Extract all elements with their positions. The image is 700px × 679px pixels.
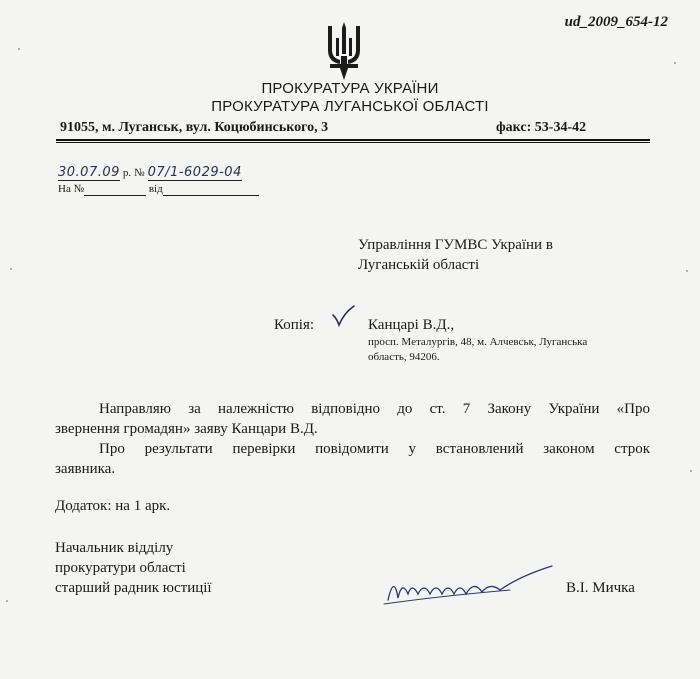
paragraph-1-line-2: звернення громадян» заяву Канцари В.Д. bbox=[55, 421, 318, 437]
body-paragraph-2 bbox=[55, 439, 650, 479]
scan-speck bbox=[674, 62, 676, 64]
copy-label: Копія: bbox=[274, 317, 315, 333]
number-prefix: № bbox=[134, 167, 145, 179]
copy-address-line-1: просп. Металургів, 48, м. Алчевськ, Луганська bbox=[368, 336, 588, 348]
paragraph-2-line-1: Про результати перевірки повідомити у встановлений законом строк bbox=[99, 441, 650, 457]
handwritten-date: 30.07.09 bbox=[58, 165, 120, 180]
paragraph-2-line-2: заявника. bbox=[55, 461, 116, 477]
scan-speck bbox=[6, 600, 8, 602]
signer-title-line-1: Начальник відділу bbox=[55, 540, 174, 556]
org-line-1: ПРОКУРАТУРА УКРАЇНИ bbox=[261, 80, 439, 97]
signer-name: В.І. Мичка bbox=[566, 580, 635, 596]
attachment-note: Додаток: на 1 арк. bbox=[55, 498, 171, 514]
copy-address-line-2: область, 94206. bbox=[368, 351, 440, 363]
recipient-line-1: Управління ГУМВС України в bbox=[358, 237, 553, 253]
letterhead-address: 91055, м. Луганськ, вул. Коцюбинського, 3 bbox=[60, 120, 329, 135]
letterhead-fax: факс: 53-34-42 bbox=[496, 120, 587, 135]
signer-title-line-3: старший радник юстиції bbox=[55, 580, 212, 596]
na-label: На № bbox=[58, 183, 85, 195]
signer-title-line-2: прокуратури області bbox=[55, 560, 186, 576]
vid-label: від bbox=[148, 183, 163, 195]
scan-speck bbox=[686, 270, 688, 272]
scan-speck bbox=[690, 470, 692, 472]
incoming-reference-line bbox=[58, 183, 259, 196]
date-suffix: р. bbox=[122, 167, 132, 179]
check-mark-icon bbox=[330, 303, 356, 329]
handwritten-number: 07/1-6029-04 bbox=[147, 165, 242, 180]
letterhead-rule bbox=[56, 139, 650, 141]
trident-emblem-icon bbox=[322, 20, 366, 82]
reference-line bbox=[58, 165, 242, 181]
body-paragraph-1 bbox=[55, 399, 650, 439]
document-id: ud_2009_654-12 bbox=[564, 14, 668, 30]
copy-recipient-name: Канцарі В.Д., bbox=[368, 317, 455, 333]
letterhead-rule-thin bbox=[56, 142, 650, 143]
org-line-2: ПРОКУРАТУРА ЛУГАНСЬКОЇ ОБЛАСТІ bbox=[211, 98, 489, 115]
handwritten-signature bbox=[380, 560, 560, 610]
paragraph-1-line-1: Направляю за належністю відповідно до ст. 7 Закону України «Про bbox=[99, 401, 650, 417]
recipient-line-2: Луганській області bbox=[358, 257, 480, 273]
scan-speck bbox=[10, 268, 12, 270]
scan-speck bbox=[18, 48, 20, 50]
